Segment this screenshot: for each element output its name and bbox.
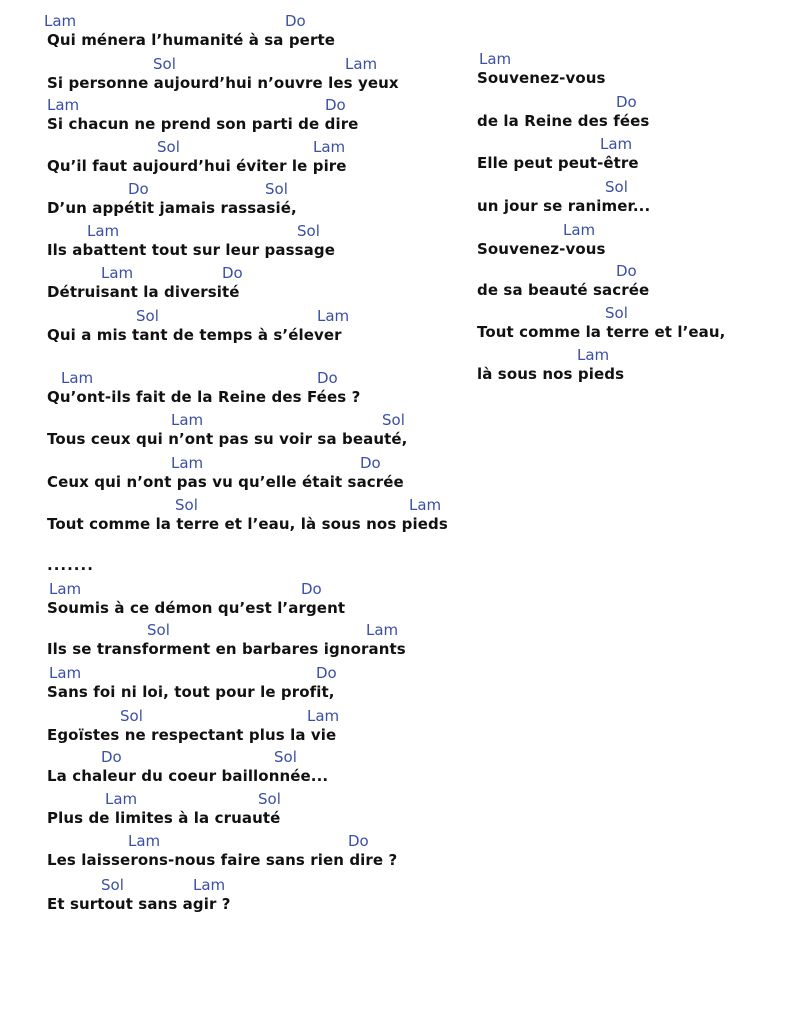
chord: Sol: [297, 222, 320, 240]
chord-row: [0, 50, 800, 70]
chord: Lam: [128, 832, 161, 850]
lyric-line: [0, 93, 800, 135]
chord: Sol: [274, 748, 297, 766]
chord-row: [0, 621, 470, 641]
lyric-text: Soumis à ce démon qu’est l’argent: [47, 599, 346, 617]
chord: Sol: [157, 138, 180, 156]
chord: Do: [222, 264, 243, 282]
lyric-text: Les laisserons-nous faire sans rien dire ?: [47, 851, 398, 869]
lyric-text: Souvenez-vous: [477, 69, 606, 87]
chord: Lam: [600, 135, 633, 153]
chord: Lam: [479, 50, 512, 68]
chord: Sol: [382, 411, 405, 429]
chord: Do: [128, 180, 149, 198]
lyric-line: [0, 135, 800, 177]
lyric-text: de sa beauté sacrée: [477, 281, 650, 299]
chord: Lam: [307, 707, 340, 725]
chord-row: [0, 346, 800, 366]
chord-row: [0, 832, 470, 852]
chord: Lam: [87, 222, 120, 240]
lyric-line: [0, 580, 470, 622]
chord: Lam: [47, 96, 80, 114]
lyric-line: [0, 346, 800, 388]
chord: Do: [285, 12, 306, 30]
lyric-line: [0, 221, 800, 263]
chord: Do: [301, 580, 322, 598]
chord-row: [0, 454, 470, 474]
lyric-text: de la Reine des fées: [477, 112, 650, 130]
chord: Sol: [153, 55, 176, 73]
chord-row: [0, 411, 470, 431]
chord-row: [0, 664, 470, 684]
lyric-line: [0, 454, 470, 496]
lyric-text: Qu’il faut aujourd’hui éviter le pire: [47, 157, 347, 175]
lyric-text: Sans foi ni loi, tout pour le profit,: [47, 683, 335, 701]
lyric-line: [0, 748, 470, 790]
chord: Lam: [171, 411, 204, 429]
lyric-text: Qui ménera l’humanité à sa perte: [47, 31, 335, 49]
lyric-text: Et surtout sans agir ?: [47, 895, 231, 913]
chord-row: [0, 496, 470, 516]
chord: Sol: [101, 876, 124, 894]
chord: Lam: [313, 138, 346, 156]
chord: Sol: [605, 304, 628, 322]
lyric-text: Ceux qui n’ont pas vu qu’elle était sacrée: [47, 473, 404, 491]
lyric-text: D’un appétit jamais rassasié,: [47, 199, 297, 217]
chord: Lam: [193, 876, 226, 894]
chord: Lam: [61, 369, 94, 387]
lyric-text: Qui a mis tant de temps à s’élever: [47, 326, 342, 344]
lyric-line: [0, 50, 800, 92]
lyric-text: Tout comme la terre et l’eau, là sous nos pieds: [47, 515, 448, 533]
chord: Lam: [49, 664, 82, 682]
lyric-text: Plus de limites à la cruauté: [47, 809, 281, 827]
lyric-text: Tous ceux qui n’ont pas su voir sa beauté,: [47, 430, 408, 448]
lyric-text: La chaleur du coeur baillonnée...: [47, 767, 329, 785]
chord-row: [0, 748, 470, 768]
chord: Do: [360, 454, 381, 472]
chord-row: [0, 876, 470, 896]
lyric-line: [0, 411, 470, 453]
chord: Lam: [105, 790, 138, 808]
lyric-text: Détruisant la diversité: [47, 283, 240, 301]
chord: Sol: [120, 707, 143, 725]
chord: Lam: [366, 621, 399, 639]
lyric-line: [0, 304, 800, 346]
chord: Do: [317, 369, 338, 387]
chord: Lam: [409, 496, 442, 514]
lyric-line: [0, 832, 470, 874]
chord: Do: [325, 96, 346, 114]
lyric-text: Souvenez-vous: [477, 240, 606, 258]
chord: Sol: [136, 307, 159, 325]
lyric-text: Egoïstes ne respectant plus la vie: [47, 726, 337, 744]
chord-row: [0, 580, 470, 600]
chord-row: [0, 707, 470, 727]
lyric-line: [0, 876, 470, 918]
chord-row: [0, 221, 800, 241]
chord: Do: [616, 93, 637, 111]
chord: Do: [348, 832, 369, 850]
chord: Do: [101, 748, 122, 766]
chord: Lam: [101, 264, 134, 282]
chord: Lam: [44, 12, 77, 30]
lyric-text: Tout comme la terre et l’eau,: [477, 323, 726, 341]
chord-row: [0, 93, 800, 113]
separator: .......: [47, 556, 94, 574]
chord-row: [0, 790, 470, 810]
lyric-text: Si chacun ne prend son parti de dire: [47, 115, 359, 133]
chord: Sol: [147, 621, 170, 639]
lyric-text: là sous nos pieds: [477, 365, 625, 383]
chord: Lam: [171, 454, 204, 472]
chord: Sol: [265, 180, 288, 198]
chord: Sol: [605, 178, 628, 196]
lyric-text: Elle peut peut-être: [477, 154, 639, 172]
chord: Sol: [258, 790, 281, 808]
lyric-line: [0, 790, 470, 832]
lyric-line: [0, 496, 470, 538]
chord: Lam: [345, 55, 378, 73]
lyric-line: [0, 664, 470, 706]
chord: Do: [616, 262, 637, 280]
lyric-line: [0, 12, 470, 54]
lyric-text: Ils abattent tout sur leur passage: [47, 241, 335, 259]
chord-row: [0, 262, 800, 282]
chord-row: [0, 178, 800, 198]
chord: Sol: [175, 496, 198, 514]
lyric-text: un jour se ranimer...: [477, 197, 651, 215]
lyric-line: [0, 621, 470, 663]
chord: Lam: [577, 346, 610, 364]
chord-row: [0, 12, 470, 32]
lyric-text: Ils se transforment en barbares ignorants: [47, 640, 406, 658]
chord: Lam: [563, 221, 596, 239]
chord-row: [0, 135, 800, 155]
lyric-text: Si personne aujourd’hui n’ouvre les yeux: [47, 74, 399, 92]
chord: Lam: [317, 307, 350, 325]
chord: Do: [316, 664, 337, 682]
lyric-line: [0, 262, 800, 304]
lyric-text: Qu’ont-ils fait de la Reine des Fées ?: [47, 388, 361, 406]
lyric-line: [0, 707, 470, 749]
chord-row: [0, 304, 800, 324]
lyric-line: [0, 178, 800, 220]
chord: Lam: [49, 580, 82, 598]
